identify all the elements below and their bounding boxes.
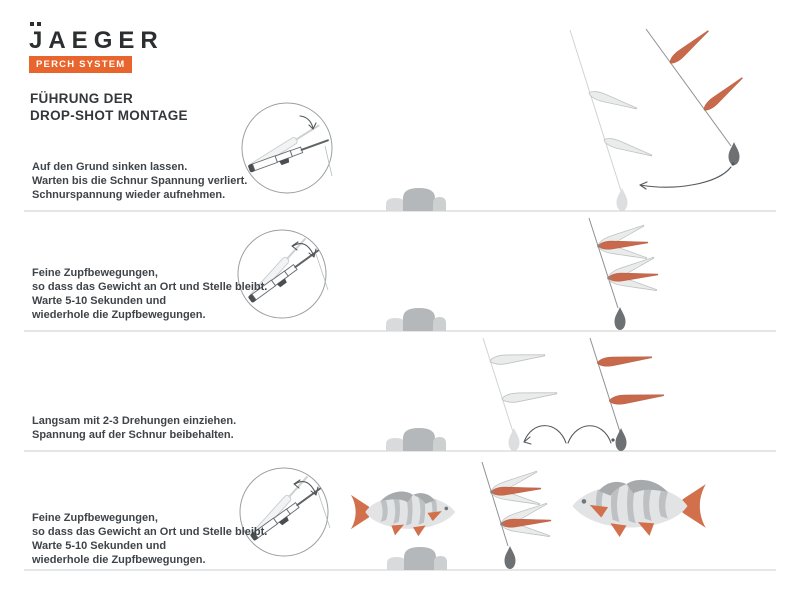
- instruction-line: Warte 5-10 Sekunden und: [32, 540, 167, 552]
- step-4-instructions: [32, 511, 267, 567]
- sinker-weight: [505, 546, 516, 569]
- instruction-line: so dass das Gewicht an Ort und Stelle bleibt.: [32, 526, 268, 538]
- instruction-line: so dass das Gewicht an Ort und Stelle bleibt.: [32, 281, 268, 293]
- twitch-lure-cluster: [489, 468, 541, 508]
- page-title-line1: FÜHRUNG DER: [30, 91, 134, 106]
- instruction-line: Feine Zupfbewegungen,: [32, 267, 158, 279]
- rock-cluster-2: [386, 308, 446, 331]
- step-2-instructions: [32, 266, 267, 322]
- brand-badge: PERCH SYSTEM: [29, 56, 132, 73]
- instruction-line: Feine Zupfbewegungen,: [32, 512, 158, 524]
- instruction-line: Spannung auf der Schnur beibehalten.: [32, 429, 234, 441]
- step1-rig-sinking: [570, 28, 745, 211]
- dropshot-rig: [590, 338, 664, 451]
- page-title-line2: DROP-SHOT MONTAGE: [30, 108, 188, 123]
- brand-logo: [29, 29, 164, 53]
- sinker-weight: [615, 307, 626, 330]
- dropshot-rig: [646, 28, 745, 165]
- perch-fish-right: [572, 480, 705, 537]
- twitch-lure-cluster: [596, 222, 648, 262]
- instruction-line: Warte 5-10 Sekunden und: [32, 295, 167, 307]
- ghost-rig: [483, 338, 557, 451]
- rock-cluster-4: [387, 547, 447, 570]
- hop-arrows-icon: [524, 426, 615, 444]
- brand-name: JAEGER: [29, 27, 164, 54]
- instruction-line: Schnurspannung wieder aufnehmen.: [32, 189, 226, 201]
- instruction-line: wiederhole die Zupfbewegungen.: [32, 554, 206, 566]
- twitch-lure-cluster: [499, 500, 551, 540]
- logo-umlaut-dot: [37, 22, 41, 26]
- instruction-line: Auf den Grund sinken lassen.: [32, 161, 188, 173]
- sink-arrow-icon: [640, 162, 735, 189]
- step-1-instructions: [32, 160, 247, 202]
- page-title: [30, 90, 188, 124]
- rock-cluster-1: [386, 188, 446, 211]
- ghost-rig: [570, 30, 653, 211]
- instruction-line: Warten bis die Schnur Spannung verliert.: [32, 175, 248, 187]
- rod-inset-step1: [242, 103, 332, 193]
- instruction-line: Langsam mit 2-3 Drehungen einziehen.: [32, 415, 237, 427]
- step4-rig-twitching: [482, 462, 551, 569]
- perch-fish-left: [351, 492, 455, 537]
- step-3-instructions: [32, 414, 236, 442]
- logo-umlaut-dot: [30, 22, 34, 26]
- instruction-line: wiederhole die Zupfbewegungen.: [32, 309, 206, 321]
- step3-rig-retrieve: [483, 338, 664, 451]
- twitch-lure-cluster: [606, 254, 658, 294]
- rock-cluster-3: [386, 428, 446, 451]
- step2-rig-twitching: [589, 218, 658, 330]
